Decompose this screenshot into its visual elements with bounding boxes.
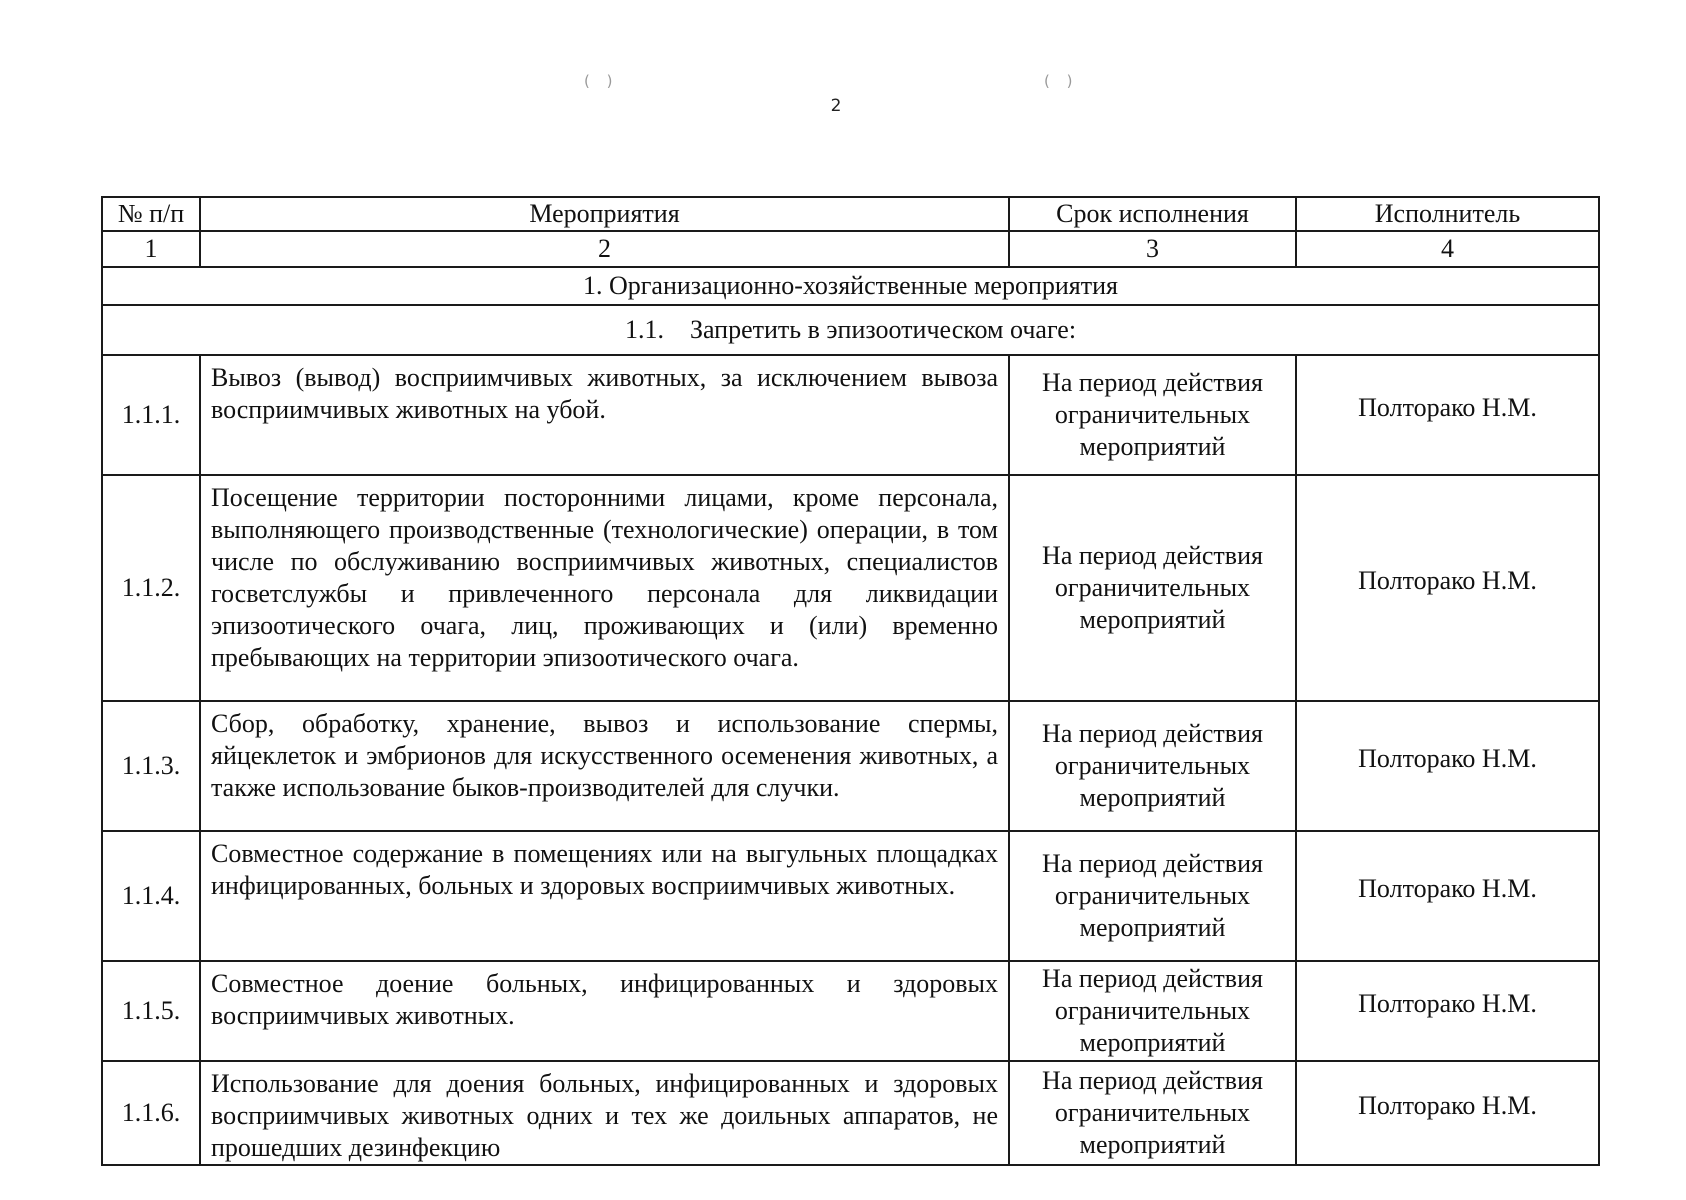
header-measures: Мероприятия (200, 197, 1009, 231)
row-executor: Полторако Н.М. (1296, 831, 1599, 961)
scan-mark-right: ( ) (1044, 72, 1079, 90)
row-number: 1.1.1. (102, 355, 200, 475)
column-number-3: 3 (1009, 231, 1296, 267)
row-number: 1.1.6. (102, 1061, 200, 1165)
header-deadline: Срок исполнения (1009, 197, 1296, 231)
section-title: 1. Организационно-хозяйственные мероприятия (102, 267, 1599, 305)
table-row (102, 355, 1599, 475)
row-number: 1.1.3. (102, 701, 200, 831)
row-deadline: На период действия ограничительных мероприятий (1009, 701, 1296, 831)
row-measure: Совместное доение больных, инфицированных и здоровых восприимчивых животных. (200, 961, 1009, 1061)
row-number: 1.1.2. (102, 475, 200, 701)
scan-mark-left: ( ) (584, 72, 619, 90)
row-number: 1.1.5. (102, 961, 200, 1061)
row-deadline: На период действия ограничительных мероприятий (1009, 961, 1296, 1061)
column-numbers-row (102, 231, 1599, 267)
header-number: № п/п (102, 197, 200, 231)
subsection-number: 1.1. (624, 315, 664, 344)
section-row (102, 267, 1599, 305)
row-executor: Полторако Н.М. (1296, 701, 1599, 831)
row-measure: Совместное содержание в помещениях или на выгульных площадках инфицированных, больных и здоровых восприимчивых животных. (200, 831, 1009, 961)
table-row (102, 475, 1599, 701)
row-measure: Вывоз (вывод) восприимчивых животных, за исключением вывоза восприимчивых животных на убой. (200, 355, 1009, 475)
table-row (102, 831, 1599, 961)
column-number-2: 2 (200, 231, 1009, 267)
table-header-row (102, 197, 1599, 231)
row-deadline: На период действия ограничительных мероприятий (1009, 475, 1296, 701)
row-measure: Сбор, обработку, хранение, вывоз и использование спермы, яйцеклеток и эмбрионов для искусственного осеменения животных, а также использование быков-производителей для случки. (200, 701, 1009, 831)
subsection-row (102, 305, 1599, 355)
row-executor: Полторако Н.М. (1296, 475, 1599, 701)
subsection-title: Запретить в эпизоотическом очаге: (689, 315, 1077, 344)
table-row (102, 701, 1599, 831)
header-executor: Исполнитель (1296, 197, 1599, 231)
row-measure: Посещение территории посторонними лицами, кроме персонала, выполняющего производственные (технологические) операции, в том числе по обслуживанию восприимчивых животных, специалистов госветслужбы и привлеченного персонала для ликвидации эпизоотического очага, лиц, проживающих и (или) временно пребывающих на территории эпизоотического очага. (200, 475, 1009, 701)
page-number: 2 (830, 96, 842, 116)
row-measure: Использование для доения больных, инфицированных и здоровых восприимчивых животных одних и тех же доильных аппаратов, не прошедших дезинфекцию (200, 1061, 1009, 1165)
column-number-4: 4 (1296, 231, 1599, 267)
row-deadline: На период действия ограничительных мероприятий (1009, 355, 1296, 475)
row-executor: Полторако Н.М. (1296, 1061, 1599, 1165)
column-number-1: 1 (102, 231, 200, 267)
row-deadline: На период действия ограничительных мероприятий (1009, 831, 1296, 961)
table-row (102, 1061, 1599, 1165)
subsection-cell (102, 305, 1599, 355)
row-number: 1.1.4. (102, 831, 200, 961)
row-executor: Полторако Н.М. (1296, 961, 1599, 1061)
measures-table (101, 196, 1600, 1166)
table-row (102, 961, 1599, 1061)
row-executor: Полторако Н.М. (1296, 355, 1599, 475)
row-deadline: На период действия ограничительных мероприятий (1009, 1061, 1296, 1165)
